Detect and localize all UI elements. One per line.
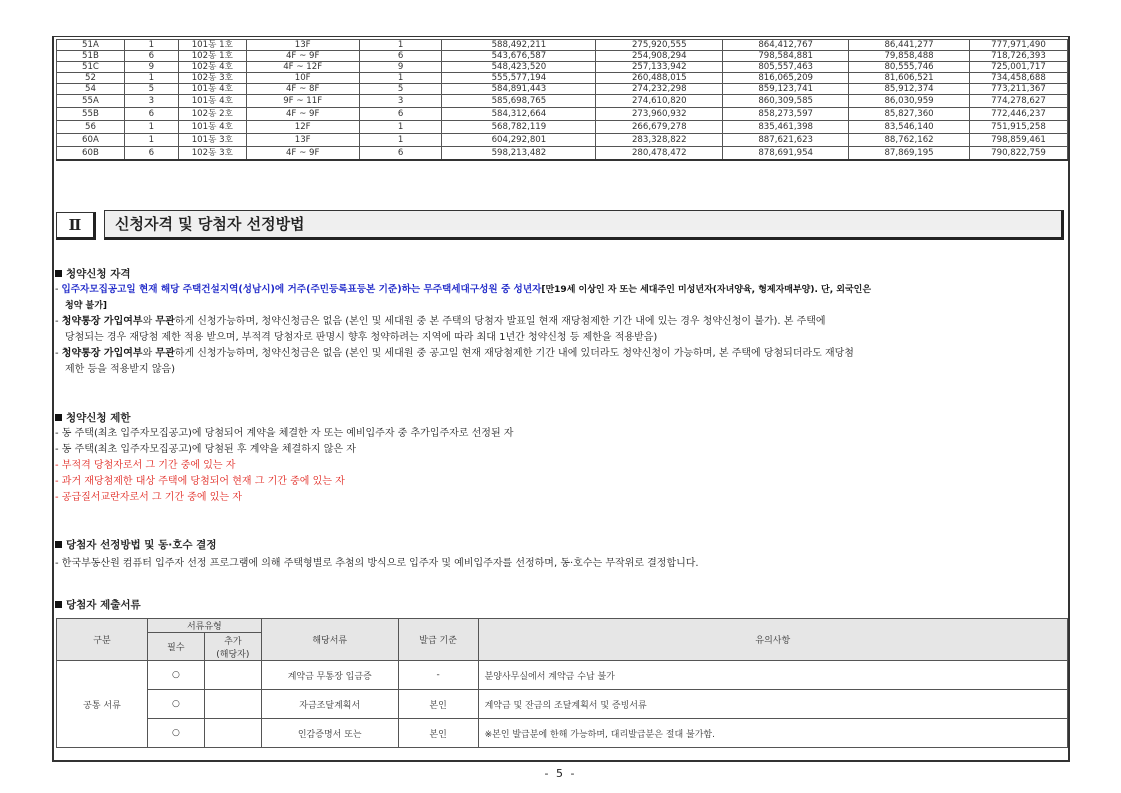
table-cell: 548,423,520 bbox=[442, 62, 596, 73]
restriction-item: - 공급질서교란자로서 그 기간 중에 있는 자 bbox=[55, 492, 242, 503]
table-cell: 1 bbox=[124, 40, 178, 51]
col-required: 필수 bbox=[147, 633, 204, 661]
table-row bbox=[57, 73, 1068, 84]
table-cell: 6 bbox=[124, 108, 178, 121]
table-cell: 584,312,664 bbox=[442, 108, 596, 121]
table-cell: 790,822,759 bbox=[970, 147, 1068, 161]
documents-heading-block bbox=[55, 597, 1067, 613]
col-document: 해당서류 bbox=[261, 619, 398, 661]
table-cell: 5 bbox=[359, 84, 442, 95]
table-cell: 60A bbox=[57, 134, 125, 147]
qualification-block bbox=[55, 266, 1067, 378]
table-cell: 859,123,741 bbox=[723, 84, 849, 95]
table-row: 공통 서류 ○ 계약금 무통장 입금증 - 분양사무실에서 계약금 수납 불가 bbox=[57, 661, 1068, 690]
table-cell: 12F bbox=[246, 121, 359, 134]
table-row bbox=[57, 40, 1068, 51]
restriction-heading: 청약신청 제한 bbox=[55, 410, 1067, 426]
table-cell: 273,960,932 bbox=[596, 108, 723, 121]
table-cell: 598,213,482 bbox=[442, 147, 596, 161]
table-cell: 51A bbox=[57, 40, 125, 51]
table-cell: 102동 2호 bbox=[178, 108, 246, 121]
table-row: ○ 자금조달계획서 본인 계약금 및 잔금의 조달계획서 및 증빙서류 bbox=[57, 690, 1068, 719]
table-cell: 864,412,767 bbox=[723, 40, 849, 51]
table-row bbox=[57, 95, 1068, 108]
table-cell: 101동 4호 bbox=[178, 121, 246, 134]
qualification-line-3: - 청약통장 가입여부와 무관하게 신청가능하며, 청약신청금은 없음 (본인 및 세대원 중 공고일 현재 재당첨제한 기간 내에 있더라도 청약신청이 가능하며, 본 주택에 당첨되더라도 재당첨 bbox=[55, 348, 854, 359]
table-cell: 1 bbox=[359, 134, 442, 147]
table-cell: 584,891,443 bbox=[442, 84, 596, 95]
table-row bbox=[57, 62, 1068, 73]
col-issue-basis: 발급 기준 bbox=[398, 619, 478, 661]
table-cell: 887,621,623 bbox=[723, 134, 849, 147]
table-cell: 9 bbox=[359, 62, 442, 73]
table-cell: 6 bbox=[359, 51, 442, 62]
table-cell: 87,869,195 bbox=[849, 147, 970, 161]
restriction-block bbox=[55, 410, 1067, 506]
table-cell: 772,446,237 bbox=[970, 108, 1068, 121]
square-bullet-icon bbox=[55, 270, 62, 277]
qualification-line-1-cont: 청약 불가] bbox=[65, 301, 108, 311]
restriction-item: - 과거 재당첨제한 대상 주택에 당첨되어 현재 그 기간 중에 있는 자 bbox=[55, 476, 345, 487]
col-category: 구분 bbox=[57, 619, 148, 661]
group-label: 공통 서류 bbox=[57, 661, 148, 748]
table-cell: 54 bbox=[57, 84, 125, 95]
selection-heading: 당첨자 선정방법 및 동·호수 결정 bbox=[55, 537, 1067, 553]
restriction-item: - 동 주택(최초 입주자모집공고)에 당첨되어 계약을 체결한 자 또는 예비입주자 중 추가입주자로 선정된 자 bbox=[55, 428, 514, 439]
table-cell: 4F ~ 9F bbox=[246, 51, 359, 62]
col-doc-type: 서류유형 bbox=[147, 619, 261, 633]
table-cell: 80,555,746 bbox=[849, 62, 970, 73]
table-cell: 4F ~ 8F bbox=[246, 84, 359, 95]
table-row bbox=[57, 84, 1068, 95]
table-cell: 6 bbox=[124, 51, 178, 62]
table-cell: 588,492,211 bbox=[442, 40, 596, 51]
table-cell: 798,859,461 bbox=[970, 134, 1068, 147]
table-cell: 86,441,277 bbox=[849, 40, 970, 51]
square-bullet-icon bbox=[55, 414, 62, 421]
table-cell: 773,211,367 bbox=[970, 84, 1068, 95]
table-cell: 777,971,490 bbox=[970, 40, 1068, 51]
table-cell: 585,698,765 bbox=[442, 95, 596, 108]
documents-table bbox=[56, 618, 1068, 748]
table-cell: 6 bbox=[359, 108, 442, 121]
restriction-item: - 동 주택(최초 입주자모집공고)에 당첨된 후 계약을 체결하지 않은 자 bbox=[55, 444, 356, 455]
table-cell: 86,030,959 bbox=[849, 95, 970, 108]
table-cell: 1 bbox=[124, 134, 178, 147]
qualification-line-2: - 청약통장 가입여부와 무관하게 신청가능하며, 청약신청금은 없음 (본인 및 세대원 중 본 주택의 당첨자 발표일 현재 재당첨제한 기간 내에 있는 경우 청약신청이 불가). 본 주택에 bbox=[55, 316, 826, 327]
documents-heading: 당첨자 제출서류 bbox=[55, 597, 1067, 613]
table-cell: 4F ~ 12F bbox=[246, 62, 359, 73]
table-cell: 1 bbox=[124, 121, 178, 134]
table-cell: 102동 1호 bbox=[178, 51, 246, 62]
table-cell: 88,762,162 bbox=[849, 134, 970, 147]
qualification-heading: 청약신청 자격 bbox=[55, 266, 1067, 282]
qualification-line-3-cont: 제한 등을 적용받지 않음) bbox=[65, 364, 176, 375]
table-cell: 85,827,360 bbox=[849, 108, 970, 121]
table-cell: 79,858,488 bbox=[849, 51, 970, 62]
table-cell: 101동 1호 bbox=[178, 40, 246, 51]
table-cell: 274,610,820 bbox=[596, 95, 723, 108]
table-cell: 4F ~ 9F bbox=[246, 147, 359, 161]
table-cell: 4F ~ 9F bbox=[246, 108, 359, 121]
table-cell: 860,309,585 bbox=[723, 95, 849, 108]
square-bullet-icon bbox=[55, 601, 62, 608]
table-cell: 81,606,521 bbox=[849, 73, 970, 84]
table-cell: 835,461,398 bbox=[723, 121, 849, 134]
table-row bbox=[57, 134, 1068, 147]
table-cell: 816,065,209 bbox=[723, 73, 849, 84]
table-cell: 13F bbox=[246, 134, 359, 147]
table-cell: 1 bbox=[359, 40, 442, 51]
table-cell: 52 bbox=[57, 73, 125, 84]
section-number: Ⅱ bbox=[56, 212, 96, 240]
unit-price-table bbox=[56, 39, 1068, 161]
table-cell: 6 bbox=[359, 147, 442, 161]
table-cell: 280,478,472 bbox=[596, 147, 723, 161]
table-cell: 858,273,597 bbox=[723, 108, 849, 121]
table-cell: 1 bbox=[124, 73, 178, 84]
table-cell: 734,458,688 bbox=[970, 73, 1068, 84]
table-cell: 275,920,555 bbox=[596, 40, 723, 51]
table-cell: 774,278,627 bbox=[970, 95, 1068, 108]
table-cell: 6 bbox=[124, 147, 178, 161]
table-cell: 85,912,374 bbox=[849, 84, 970, 95]
table-cell: 60B bbox=[57, 147, 125, 161]
table-cell: 805,557,463 bbox=[723, 62, 849, 73]
table-cell: 543,676,587 bbox=[442, 51, 596, 62]
section-title: 신청자격 및 당첨자 선정방법 bbox=[104, 210, 1064, 240]
table-cell: 1 bbox=[359, 121, 442, 134]
table-cell: 604,292,801 bbox=[442, 134, 596, 147]
table-cell: 9F ~ 11F bbox=[246, 95, 359, 108]
table-cell: 751,915,258 bbox=[970, 121, 1068, 134]
table-cell: 83,546,140 bbox=[849, 121, 970, 134]
table-row bbox=[57, 108, 1068, 121]
table-cell: 283,328,822 bbox=[596, 134, 723, 147]
col-notes: 유의사항 bbox=[478, 619, 1067, 661]
table-cell: 13F bbox=[246, 40, 359, 51]
table-cell: 102동 3호 bbox=[178, 73, 246, 84]
table-cell: 51B bbox=[57, 51, 125, 62]
section-header bbox=[56, 210, 1066, 242]
table-row bbox=[57, 51, 1068, 62]
table-row bbox=[57, 147, 1068, 161]
table-cell: 9 bbox=[124, 62, 178, 73]
qualification-line-1: - 입주자모집공고일 현재 해당 주택건설지역(성남시)에 거주(주민등록표등본 기준)하는 무주택세대구성원 중 성년자[만19세 이상인 자 또는 세대주인 미성년자(자녀양육, 형제자매부양). 단, 외국인은 bbox=[55, 284, 872, 295]
table-cell: 55B bbox=[57, 108, 125, 121]
table-row bbox=[57, 121, 1068, 134]
selection-text: - 한국부동산원 컴퓨터 입주자 선정 프로그램에 의해 주택형별로 추첨의 방식으로 입주자 및 예비입주자를 선정하며, 동·호수는 무작위로 결정합니다. bbox=[55, 558, 699, 569]
table-cell: 257,133,942 bbox=[596, 62, 723, 73]
table-cell: 878,691,954 bbox=[723, 147, 849, 161]
table-cell: 3 bbox=[124, 95, 178, 108]
table-cell: 5 bbox=[124, 84, 178, 95]
selection-block bbox=[55, 537, 1067, 572]
table-cell: 568,782,119 bbox=[442, 121, 596, 134]
col-additional: 추가 (해당자) bbox=[204, 633, 261, 661]
table-cell: 102동 3호 bbox=[178, 147, 246, 161]
table-cell: 798,584,881 bbox=[723, 51, 849, 62]
table-cell: 718,726,393 bbox=[970, 51, 1068, 62]
qualification-line-2-cont: 당첨되는 경우 재당첨 제한 적용 받으며, 부적격 당첨자로 판명시 향후 청약하려는 지역에 따라 최대 1년간 청약신청 등 제한을 적용받음) bbox=[65, 332, 658, 343]
table-cell: 55A bbox=[57, 95, 125, 108]
table-cell: 3 bbox=[359, 95, 442, 108]
table-cell: 56 bbox=[57, 121, 125, 134]
table-cell: 725,001,717 bbox=[970, 62, 1068, 73]
table-cell: 260,488,015 bbox=[596, 73, 723, 84]
table-row: ○ 인감증명서 또는 본인 ※본인 발급분에 한해 가능하며, 대리발급분은 절대 불가함. bbox=[57, 719, 1068, 748]
table-cell: 254,908,294 bbox=[596, 51, 723, 62]
page-number: - 5 - bbox=[544, 767, 577, 780]
table-cell: 102동 4호 bbox=[178, 62, 246, 73]
table-cell: 101동 4호 bbox=[178, 84, 246, 95]
square-bullet-icon bbox=[55, 541, 62, 548]
table-cell: 555,577,194 bbox=[442, 73, 596, 84]
table-cell: 266,679,278 bbox=[596, 121, 723, 134]
restriction-item: - 부적격 당첨자로서 그 기간 중에 있는 자 bbox=[55, 460, 236, 471]
table-cell: 274,232,298 bbox=[596, 84, 723, 95]
table-cell: 51C bbox=[57, 62, 125, 73]
table-cell: 10F bbox=[246, 73, 359, 84]
table-cell: 1 bbox=[359, 73, 442, 84]
table-cell: 101동 3호 bbox=[178, 134, 246, 147]
table-cell: 101동 4호 bbox=[178, 95, 246, 108]
